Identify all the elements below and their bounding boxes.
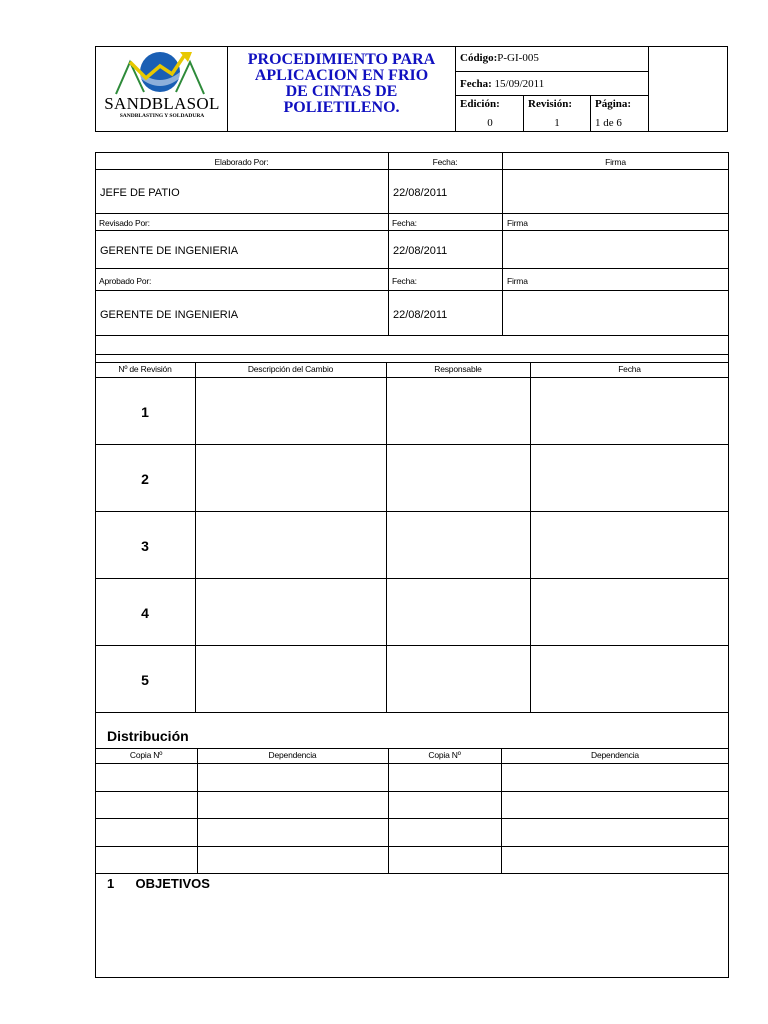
revisions-header-description: Descripción del Cambio (247, 364, 334, 374)
aprobado-fecha-label: Fecha: (392, 276, 417, 286)
spacer-row-line (95, 336, 729, 355)
revisado-date: 22/08/2011 (393, 245, 448, 257)
section-number: 1 (107, 876, 115, 891)
revisado-firma-label: Firma (507, 218, 528, 228)
fecha-value: 15/09/2011 (494, 78, 545, 90)
revision-number: 1 (141, 404, 149, 420)
table-row (95, 764, 729, 792)
revisado-fecha-label: Fecha: (392, 218, 417, 228)
fecha-label: Fecha: (460, 78, 492, 90)
revisions-header-responsible: Responsable (434, 364, 482, 374)
elaborado-label: Elaborado Por: (214, 157, 269, 167)
revisado-name: GERENTE DE INGENIERIA (100, 245, 239, 257)
revision-number: 3 (141, 538, 149, 554)
revision-number: 5 (141, 672, 149, 688)
aprobado-date: 22/08/2011 (393, 309, 448, 321)
distribution-title: Distribución (107, 728, 189, 744)
section-heading (107, 876, 210, 891)
title-line: PROCEDIMIENTO PARA (247, 51, 436, 68)
pagina-value: 1 de 6 (595, 117, 622, 129)
header-extra-cell (648, 46, 728, 132)
revisions-header-date: Fecha (618, 364, 641, 374)
revisions-header-number: Nº de Revisión (118, 364, 172, 374)
distribution-header-dependency: Dependencia (268, 750, 317, 760)
table-row (95, 792, 729, 819)
company-logo (110, 48, 210, 96)
logo-graphic-icon (110, 48, 210, 96)
aprobado-label: Aprobado Por: (99, 276, 152, 286)
pagina-label: Página: (595, 98, 632, 110)
title-line: POLIETILENO. (283, 99, 400, 116)
elaborado-name: JEFE DE PATIO (100, 187, 180, 199)
fecha-field (460, 78, 544, 90)
logo-tagline: SANDBLASTING Y SOLDADURA (119, 113, 205, 119)
aprobado-firma-label: Firma (507, 276, 528, 286)
table-row (95, 819, 729, 847)
table-row (95, 847, 729, 874)
elaborado-date: 22/08/2011 (393, 187, 448, 199)
firma-header: Firma (605, 157, 626, 167)
codigo-label: Código: (460, 52, 498, 64)
edicion-label: Edición: (460, 98, 500, 110)
section-title: OBJETIVOS (135, 876, 210, 891)
title-line: DE CINTAS DE (285, 83, 398, 100)
codigo-field (460, 52, 539, 64)
revisado-label: Revisado Por: (99, 218, 150, 228)
distribution-header-copy: Copia Nº (129, 750, 163, 760)
revision-label: Revisión: (528, 98, 572, 110)
document-title (229, 52, 454, 116)
distribution-header-copy: Copia Nº (428, 750, 461, 760)
revision-value: 1 (554, 117, 560, 129)
logo-name: SANDBLASOL (104, 94, 220, 113)
revision-number: 2 (141, 471, 149, 487)
codigo-value: P-GI-005 (497, 52, 539, 64)
aprobado-name: GERENTE DE INGENIERIA (100, 309, 239, 321)
title-line: APLICACION EN FRIO (254, 67, 429, 84)
distribution-header-dependency: Dependencia (591, 750, 639, 760)
edicion-value: 0 (487, 117, 493, 129)
fecha-header: Fecha: (432, 157, 458, 167)
revision-number: 4 (141, 605, 149, 621)
